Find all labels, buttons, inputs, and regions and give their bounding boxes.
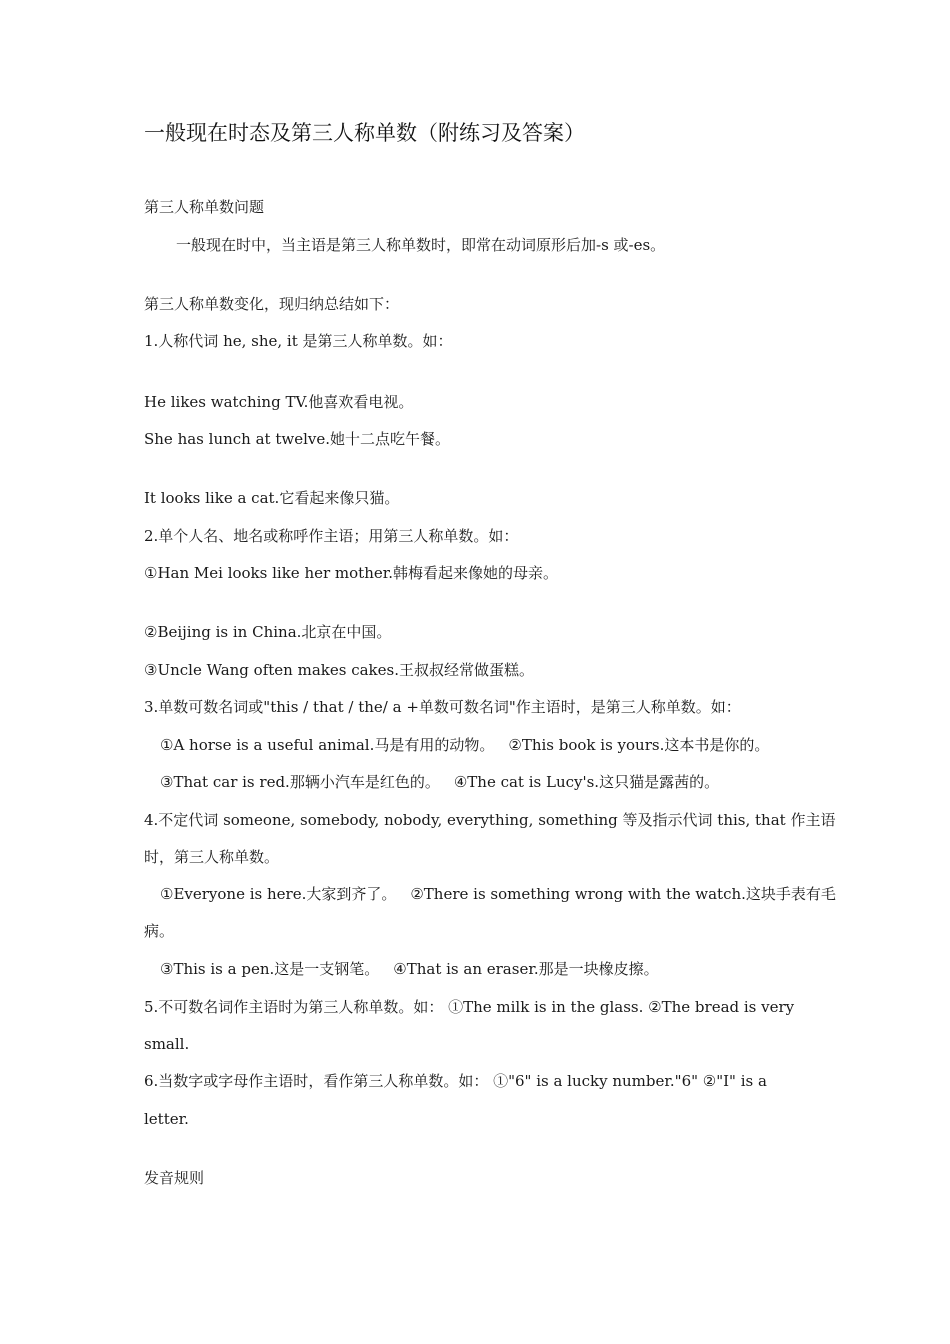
rule4-example: ③This is a pen.这是一支钢笔。: [160, 960, 380, 978]
pronunciation-heading: 发音规则: [144, 1169, 205, 1187]
rule3-heading: 3.单数可数名词或"this / that / the/ a +单数可数名词"作主语时，是第三人称单数。如：: [144, 698, 741, 716]
rule3-example: ②This book is yours.这本书是你的。: [508, 736, 770, 754]
rule3-example-row: [160, 772, 825, 792]
rule1-heading: 1.人称代词 he, she, it 是第三人称单数。如：: [144, 332, 453, 350]
summary-lead: 第三人称单数变化，现归纳总结如下：: [144, 295, 400, 313]
rule2-example: ①Han Mei looks like her mother.韩梅看起来像她的母亲。: [144, 564, 559, 582]
rule4-example-cont: 病。: [144, 922, 175, 940]
rule3-example: ④The cat is Lucy's.这只猫是露茜的。: [453, 773, 720, 791]
rule3-example: ①A horse is a useful animal.马是有用的动物。: [160, 736, 495, 754]
rule5-text: 5.不可数名词作主语时为第三人称单数。如： ①The milk is in the glass. ②The bread is very: [144, 998, 795, 1016]
rule2-heading: 2.单个人名、地名或称呼作主语；用第三人称单数。如：: [144, 527, 519, 545]
rule3-example: ③That car is red.那辆小汽车是红色的。: [160, 773, 440, 791]
rule4-heading-cont: 时，第三人称单数。: [144, 848, 280, 866]
rule4-example: ②There is something wrong with the watch.这块手表有毛: [410, 885, 836, 903]
rule3-example-row: [160, 735, 825, 755]
rule4-example: ④That is an eraser.那是一块橡皮擦。: [393, 960, 659, 978]
rule2-example: ③Uncle Wang often makes cakes.王叔叔经常做蛋糕。: [144, 661, 534, 679]
intro-paragraph: 一般现在时中，当主语是第三人称单数时，即常在动词原形后加-s 或-es。: [176, 236, 666, 254]
rule1-example: It looks like a cat.它看起来像只猫。: [144, 489, 400, 507]
rule1-example: He likes watching TV.他喜欢看电视。: [144, 393, 414, 411]
rule4-example: ①Everyone is here.大家到齐了。: [160, 885, 397, 903]
rule5-text-cont: small.: [144, 1035, 190, 1053]
rule1-example: She has lunch at twelve.她十二点吃午餐。: [144, 430, 450, 448]
rule4-heading: 4.不定代词 someone, somebody, nobody, everything, something 等及指示代词 this, that 作主语: [144, 811, 836, 829]
page-title: 一般现在时态及第三人称单数（附练习及答案）: [144, 121, 585, 145]
rule6-text-cont: letter.: [144, 1110, 189, 1128]
rule2-example: ②Beijing is in China.北京在中国。: [144, 623, 392, 641]
rule6-text: 6.当数字或字母作主语时，看作第三人称单数。如： ①"6" is a lucky number."6" ②"I" is a: [144, 1072, 767, 1090]
rule4-example-row: [160, 959, 825, 979]
section-heading: 第三人称单数问题: [144, 198, 265, 216]
rule4-example-row: [160, 884, 836, 904]
